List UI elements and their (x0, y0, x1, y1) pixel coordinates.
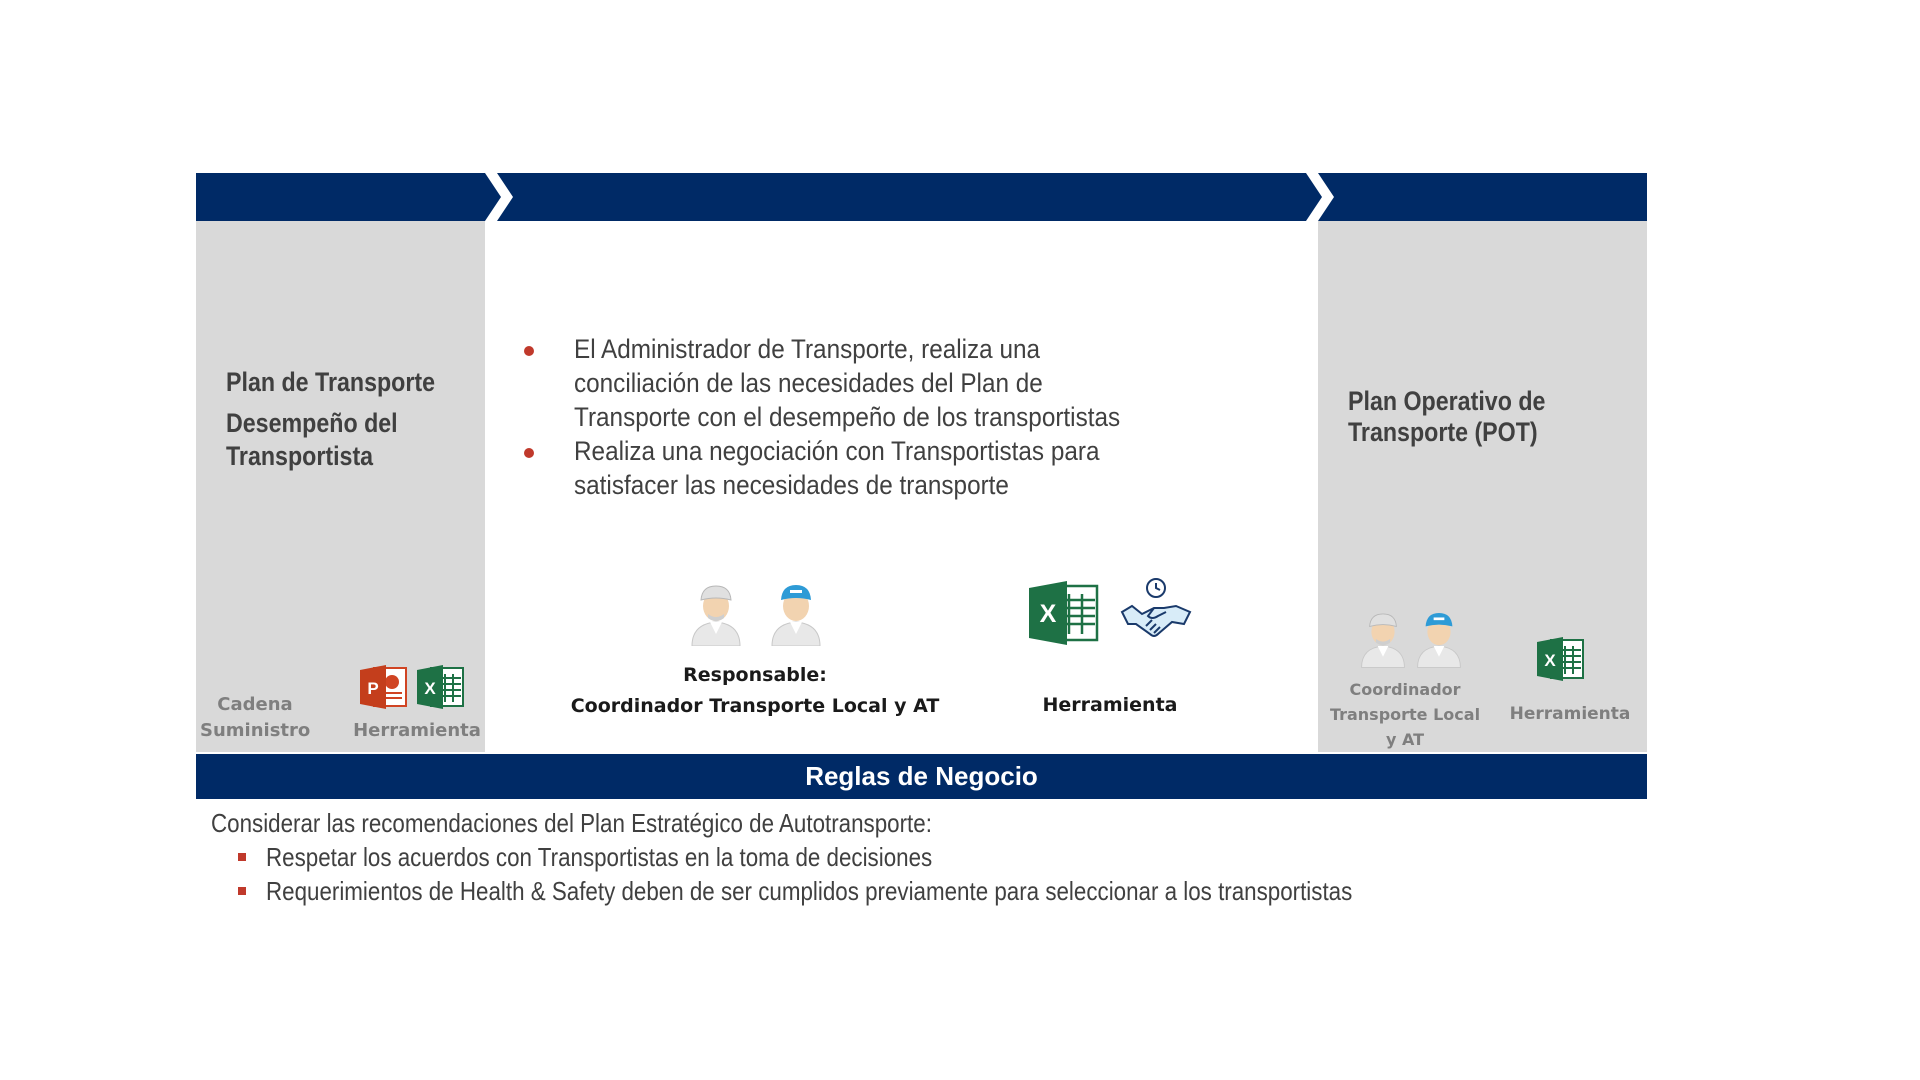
rules-intro: Considerar las recomendaciones del Plan Estratégico de Autotransporte: (211, 808, 932, 838)
header-bar (196, 173, 1647, 221)
svg-text:X: X (424, 679, 436, 698)
bullet-dot (524, 448, 534, 458)
svg-text:P: P (367, 679, 379, 698)
bullet-square (238, 887, 246, 895)
tool-label: Herramienta (1509, 704, 1631, 724)
worker-icon (1414, 608, 1464, 668)
svg-text:X: X (1544, 651, 1556, 670)
rules-bar (196, 754, 1647, 799)
salidas-panel (1318, 221, 1647, 752)
worker-icon (768, 580, 824, 646)
chevron-right-icon (1306, 173, 1336, 221)
activities-list (510, 332, 1290, 502)
entrada-item: Plan de Transporte (226, 367, 436, 397)
bullet-square (238, 853, 246, 861)
list-item: Requerimientos de Health & Safety deben de ser cumplidos previamente para seleccionar a los transportistas (238, 874, 1529, 908)
header-actividades: Actividades (807, 5, 973, 43)
excel-icon (417, 664, 465, 710)
header-entradas: Entradas (278, 5, 404, 43)
area-label: Cadena Suministro (200, 694, 311, 741)
salida-item: Plan Operativo de Transporte (POT) (1348, 386, 1546, 447)
entrada-item: Desempeño del (226, 408, 398, 438)
list-item: El Administrador de Transporte, realiza una conciliación de las necesidades del Plan de Transporte con el desempeño de los transportistas (510, 332, 1290, 434)
list-item: Realiza una negociación con Transportistas para satisfacer las necesidades de transporte (510, 434, 1290, 502)
tool-label: Herramienta (353, 720, 481, 741)
bullet-dot (524, 346, 534, 356)
svg-text:X: X (1039, 600, 1057, 628)
role-label: Coordinador Transporte Local y AT (1329, 680, 1481, 749)
entrada-item: Transportista (226, 441, 374, 471)
handshake-icon (1118, 576, 1194, 646)
worker-icon (1358, 608, 1408, 668)
responsable: Responsable: Coordinador Transporte Local y AT (570, 664, 940, 717)
chevron-right-icon (485, 173, 515, 221)
powerpoint-icon (360, 664, 408, 710)
excel-icon (1537, 636, 1585, 682)
excel-icon (1029, 580, 1099, 646)
rules-list (238, 840, 1529, 908)
tool-label: Herramienta (1042, 694, 1178, 716)
rules-title: Reglas de Negocio (805, 761, 1038, 791)
worker-icon (688, 580, 744, 646)
list-item: Respetar los acuerdos con Transportistas en la toma de decisiones (238, 840, 1529, 874)
header-salidas: Salidas (1428, 5, 1532, 43)
